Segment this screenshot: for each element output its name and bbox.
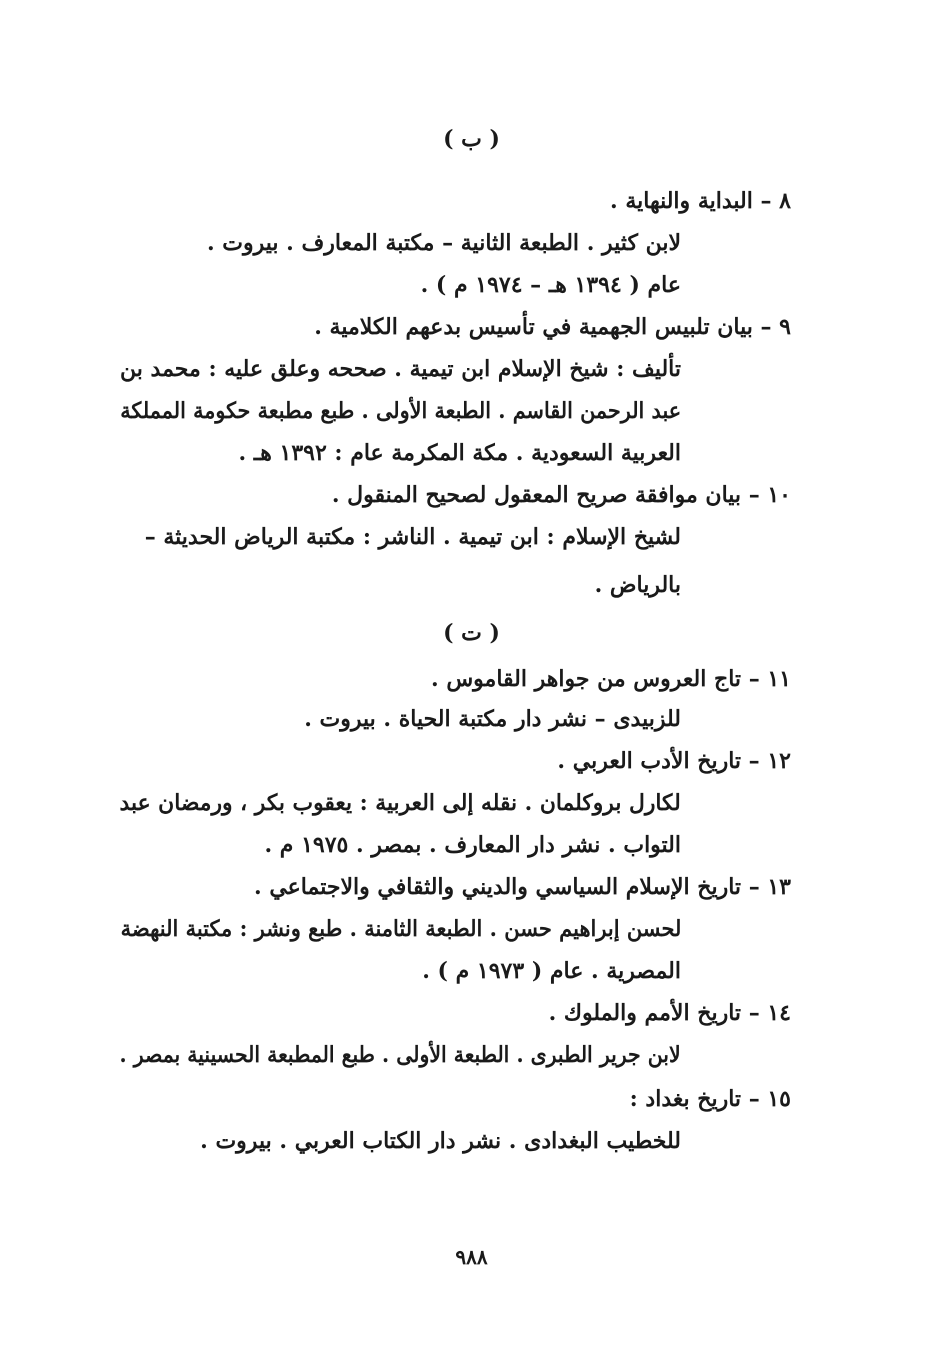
entry-13-detail-1: لحسن إبراهيم حسن . الطبعة الثامنة . طبع ونشر : مكتبة النهضة xyxy=(120,916,681,942)
entry-14-title: ١٤ – تاريخ الأمم والملوك . xyxy=(548,1000,791,1026)
entry-15-title: ١٥ – تاريخ بغداد : xyxy=(629,1086,791,1112)
entry-11-title: ١١ – تاج العروس من جواهر القاموس . xyxy=(431,666,791,692)
entry-9-title: ٩ – بيان تلبيس الجهمية في تأسيس بدعهم الكلامية . xyxy=(314,314,791,340)
entry-14-detail-1: لابن جرير الطبرى . الطبعة الأولى . طبع المطبعة الحسينية بمصر . xyxy=(119,1042,681,1068)
entry-10-title: ١٠ – بيان موافقة صريح المعقول لصحيح المنقول . xyxy=(331,482,791,508)
entry-8-detail-1: لابن كثير . الطبعة الثانية – مكتبة المعارف . بيروت . xyxy=(206,230,681,256)
entry-8-title: ٨ – البداية والنهاية . xyxy=(610,188,791,214)
entry-13-title: ١٣ – تاريخ الإسلام السياسي والديني والثقافي والاجتماعي . xyxy=(254,874,791,900)
entry-12-detail-1: لكارل بروكلمان . نقله إلى العربية : يعقوب بكر ، ورمضان عبد xyxy=(119,790,681,816)
entry-10-detail-2: بالرياض . xyxy=(594,572,681,598)
entry-9-detail-3: العربية السعودية . مكة المكرمة عام : ١٣٩٢ هـ . xyxy=(238,440,681,466)
section-header-ba: ( ب ) xyxy=(443,126,500,152)
entry-8-detail-2: عام ( ١٣٩٤ هـ – ١٩٧٤ م ) . xyxy=(420,272,681,298)
entry-10-detail-1: لشيخ الإسلام : ابن تيمية . الناشر : مكتبة الرياض الحديثة – xyxy=(144,524,681,550)
entry-15-detail-1: للخطيب البغدادى . نشر دار الكتاب العربي . بيروت . xyxy=(200,1128,681,1154)
section-header-ta: ( ت ) xyxy=(443,620,500,646)
entry-9-detail-2: عبد الرحمن القاسم . الطبعة الأولى . طبع مطبعة حكومة المملكة xyxy=(120,398,681,424)
entry-12-detail-2: التواب . نشر دار المعارف . بمصر . ١٩٧٥ م . xyxy=(264,832,681,858)
entry-12-title: ١٢ – تاريخ الأدب العربي . xyxy=(557,748,791,774)
entry-9-detail-1: تأليف : شيخ الإسلام ابن تيمية . صححه وعلق عليه : محمد بن xyxy=(120,356,681,382)
page-number: ٩٨٨ xyxy=(455,1245,488,1269)
entry-11-detail-1: للزبيدى – نشر دار مكتبة الحياة . بيروت . xyxy=(304,706,681,732)
entry-13-detail-2: المصرية . عام ( ١٩٧٣ م ) . xyxy=(422,958,681,984)
